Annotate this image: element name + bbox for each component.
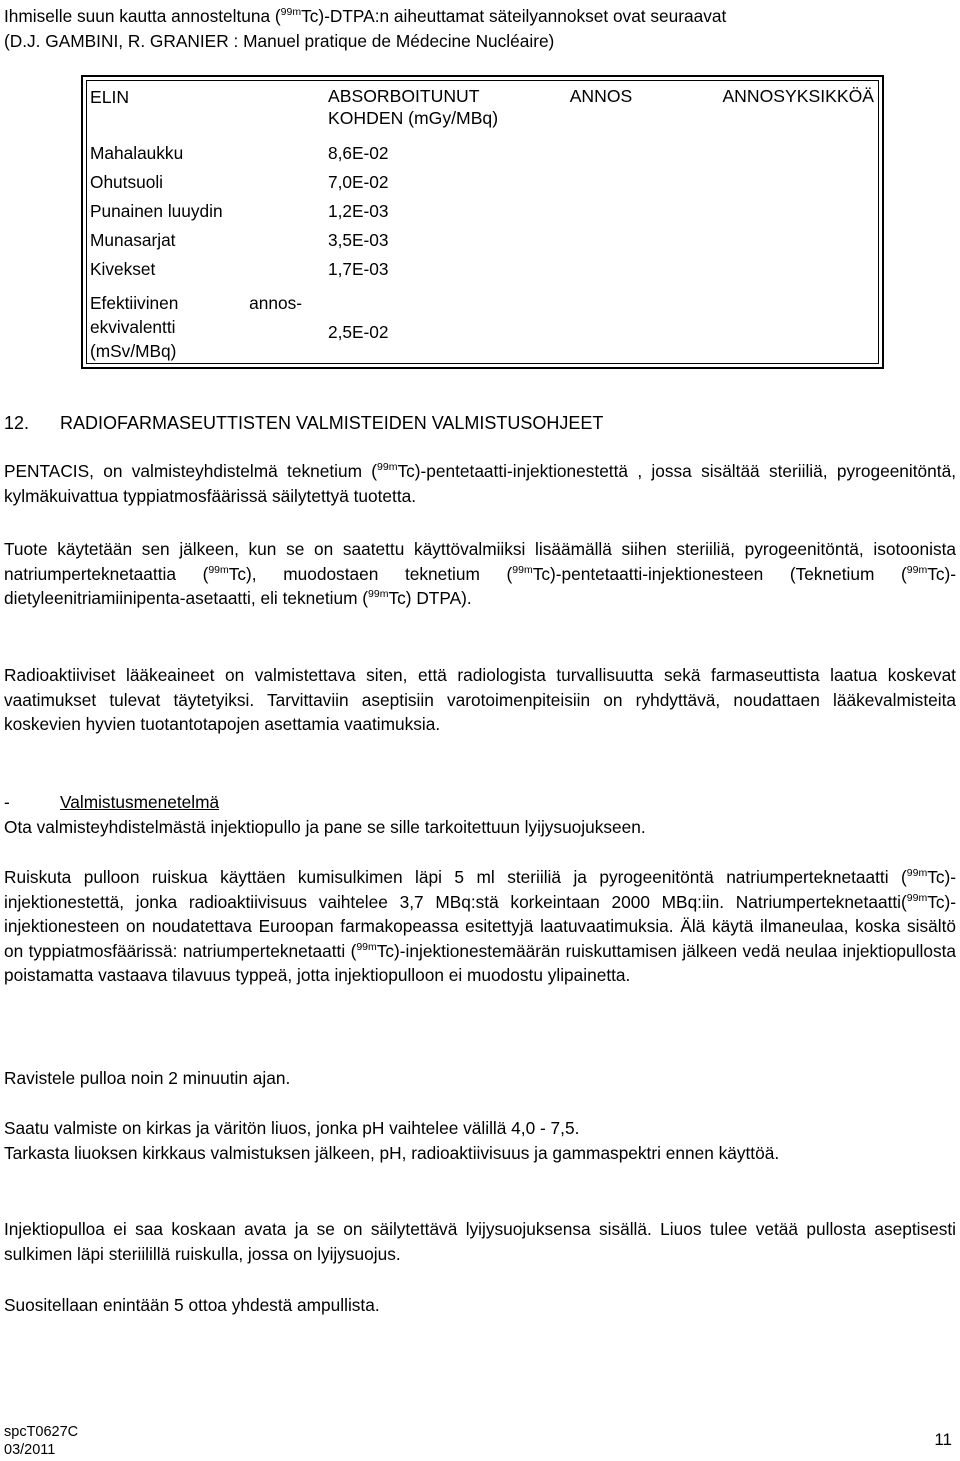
paragraph-radiopharmaceuticals: Radioaktiiviset lääkeaineet on valmistettava siten, että radiologista turvallisuutta sekä farmaseuttista laatua koskevat vaatimukset tulevat täytetyiksi. Tarvittaviin aseptisiin varotoimenpiteisiin on ryhdyttävä, noudattaen lääkevalmisteita koskevien hyvien tuotantotapojen asettamia vaatimuksia. [4,665,956,734]
text: Tuote käytetään sen jälkeen, kun se on saatettu käyttövalmiiksi lisäämällä siihen steriiliä, pyrogeenitöntä, isotoonista natriumperteknetaattia ( [4,539,956,584]
header-word: ANNOS [569,86,633,106]
list-dash: - [4,792,10,812]
dose-value: 1,7E-03 [328,259,389,279]
intro-line2: (D.J. GAMBINI, R. GRANIER : Manuel pratique de Médecine Nucléaire) [4,30,555,51]
page-number: 11 [934,1430,952,1449]
isotope-superscript: 99m [356,940,377,953]
isotope-superscript: 99m [368,588,389,600]
isotope-superscript: 99m [906,891,928,904]
intro-text: Tc)-DTPA:n aiheuttamat säteilyannokset ovat seuraavat [301,6,727,26]
text: Tc)-injektionesteen on noudatettava Euroopan farmakopeassa esitettyjä laatuvaatimuksia. Älä käytä ilmaneulaa, koska sisältö on typpiatmosfäärissä: natriumperteknetaatti ( [4,891,956,961]
isotope-superscript: 99m [280,6,302,18]
isotope-superscript: 99m [512,563,533,576]
intro-paragraph [4,4,956,53]
paragraph-injection [4,865,956,988]
text: Tc)-injektionestemäärän ruiskuttamisen jälkeen vedä neulaa injektiopullosta poistamatta vastaava tilavuus typpeä, jotta injektiopulloon ei muodostu ylipainetta. [4,940,956,985]
paragraph-pentacis [4,459,956,508]
effective-dose-label-line1 [90,291,302,315]
organ-name: Munasarjat [90,230,176,250]
paragraph-vial-handling: Injektiopulloa ei saa koskaan avata ja se on säilytettävä lyijysuojuksensa sisällä. Liuos tulee vetää pullosta aseptisesti sulkimen läpi steriilillä ruiskulla, jossa on lyijysuojus. [4,1219,956,1264]
text: Tc) DTPA). [388,588,472,608]
section-title: RADIOFARMASEUTTISTEN VALMISTEIDEN VALMISTUSOHJEET [60,413,604,433]
footer-code: spcT0627C [4,1424,79,1440]
column-header-dose-line2: KOHDEN (mGy/MBq) [328,108,499,128]
isotope-superscript: 99m [906,867,928,879]
method-instruction: Ota valmisteyhdistelmästä injektiopullo ja pane se sille tarkoitettuun lyijysuojukseen. [4,816,646,837]
text: Tc)-pentetaatti-injektionesteen (Teknetium ( [532,563,907,584]
dose-value: 8,6E-02 [328,143,389,163]
text: Ruiskuta pulloon ruiskua käyttäen kumisulkimen läpi 5 ml steriiliä ja pyrogeenitöntä natriumperteknetaatti ( [4,867,907,887]
effective-dose-label-line2: ekvivalentti [90,317,176,337]
effective-dose-value: 2,5E-02 [328,322,389,342]
radiation-dose-table [81,75,884,369]
column-header-dose-line1 [328,85,874,107]
text: Saatu valmiste on kirkas ja väritön liuos, jonka pH vaihtelee välillä 4,0 - 7,5. [4,1118,580,1138]
isotope-superscript: 99m [208,563,229,576]
section-number: 12. [4,413,30,433]
dose-value: 3,5E-03 [328,230,389,250]
paragraph-quality-check [4,1116,956,1165]
dose-value: 7,0E-02 [328,172,389,192]
text: Tc)-pentetaatti-injektionestettä , jossa sisältää steriiliä, pyrogeenitöntä, kylmäkuivattua typpiatmosfäärissä säilytettyä tuotetta. [4,461,956,506]
paragraph-shake: Ravistele pulloa noin 2 minuutin ajan. [4,1068,291,1088]
intro-text: Ihmiselle suun kautta annosteltuna ( [4,6,281,26]
organ-name: Mahalaukku [90,143,184,163]
text: Tarkasta liuoksen kirkkaus valmistuksen jälkeen, pH, radioaktiivisuus ja gammaspektri ennen käyttöä. [4,1142,780,1163]
footer-document-info [4,1423,78,1459]
paragraph-max-withdrawals: Suositellaan enintään 5 ottoa yhdestä ampullista. [4,1295,380,1315]
dose-value: 1,2E-03 [328,201,389,221]
method-section [4,790,956,839]
header-word: ABSORBOITUNUT [328,86,480,106]
header-word: ANNOSYKSIKKÖÄ [722,86,874,106]
effective-dose-label [90,291,302,363]
organ-name: Kivekset [90,259,156,279]
isotope-superscript: 99m [906,563,928,576]
isotope-superscript: 99m [377,461,398,473]
text: Tc), muodostaen teknetium ( [228,563,513,584]
effective-dose-label-line3: (mSv/MBq) [90,341,177,361]
section-heading [4,411,956,436]
intro-line1 [4,6,726,26]
footer-date: 03/2011 [4,1442,56,1458]
label-word: annos- [249,293,302,313]
organ-name: Ohutsuoli [90,172,164,192]
column-header-dose [328,85,874,129]
paragraph-preparation [4,537,956,611]
text: Tc)-dietyleenitriamiinipenta-asetaatti, eli teknetium ( [4,563,956,608]
organ-name: Punainen luuydin [90,201,223,221]
label-word: Efektiivinen [90,293,179,313]
column-header-organ: ELIN [90,87,130,107]
text: PENTACIS, on valmisteyhdistelmä teknetium ( [4,461,378,481]
text: Tc)-injektionestettä, jonka radioaktiivisuus vaihtelee 3,7 MBq:stä korkeintaan 2000 MBq:iin. Natriumperteknetaatti( [4,867,956,912]
method-heading: Valmistusmenetelmä [60,792,220,812]
